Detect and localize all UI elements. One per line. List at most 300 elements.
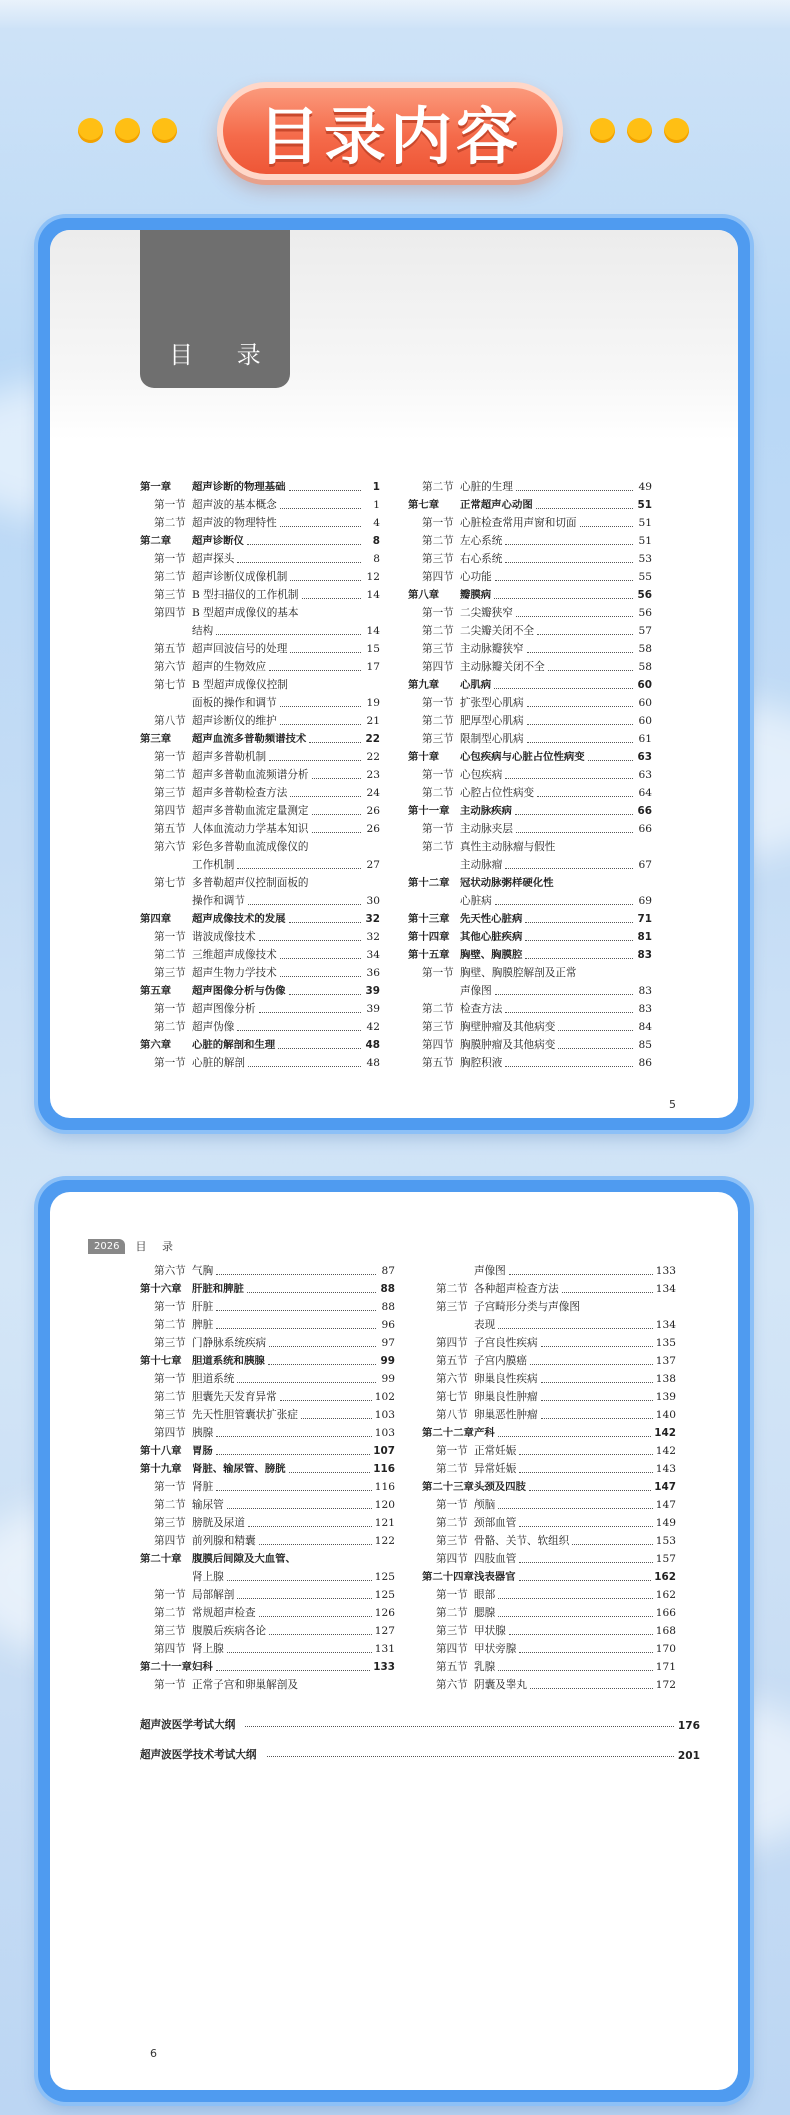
page-ref: 48	[366, 1057, 380, 1069]
page-ref: 64	[638, 787, 652, 799]
toc-section-row	[422, 1550, 676, 1568]
page-ref: 63	[637, 751, 652, 763]
toc-entry	[140, 1388, 277, 1406]
page-ref: 42	[366, 1021, 380, 1033]
leader-dots	[541, 1400, 653, 1401]
page-ref: 137	[655, 1355, 676, 1367]
page-ref: 102	[374, 1391, 395, 1403]
toc-entry-title: 四肢血管	[474, 1553, 517, 1565]
section-number: 第四节	[154, 805, 186, 817]
leader-dots	[558, 1048, 633, 1049]
page-ref: 15	[366, 643, 380, 655]
section-number: 第四节	[154, 607, 186, 619]
page-number: 5	[669, 1098, 676, 1111]
toc-section-row	[140, 496, 380, 514]
toc-section-row	[140, 766, 380, 784]
section-number: 第三节	[422, 643, 454, 655]
toc-entry	[408, 1054, 502, 1072]
toc-entry	[140, 982, 286, 1000]
toc-entry	[408, 532, 502, 550]
page-ref: 116	[373, 1463, 395, 1475]
page-ref: 135	[655, 1337, 676, 1349]
toc-entry	[422, 1370, 538, 1388]
section-number: 第五节	[436, 1661, 468, 1673]
section-number: 第四节	[154, 1535, 186, 1547]
toc-entry	[422, 1550, 516, 1568]
toc-section-row	[140, 1388, 395, 1406]
toc-entry	[140, 1280, 244, 1298]
leader-dots	[259, 1012, 361, 1013]
leader-dots	[498, 1670, 653, 1671]
toc-entry-title: 超声生物力学技术	[192, 967, 277, 979]
toc-entry	[140, 1298, 213, 1316]
toc-entry-title: 先天性心脏病	[460, 913, 523, 925]
page-ref: 57	[638, 625, 652, 637]
page-ref: 134	[655, 1283, 676, 1295]
toc-entry-title: 卵巢良性肿瘤	[474, 1391, 538, 1403]
toc-entry-title: 超声诊断的物理基础	[192, 481, 286, 493]
toc-entry-title: 胰腺	[192, 1427, 214, 1439]
toc-entry-title: 胸壁、胸膜腔解剖及正常	[460, 967, 577, 979]
toc-section-row	[140, 1370, 395, 1388]
section-number: 第四节	[436, 1643, 468, 1655]
section-number: 第二节	[436, 1607, 468, 1619]
toc-entry-title: 心包疾病	[460, 769, 503, 781]
section-number: 第四节	[436, 1337, 468, 1349]
leader-dots	[509, 1634, 653, 1635]
section-number: 第一节	[154, 751, 186, 763]
toc-entry	[140, 1018, 234, 1036]
leader-dots	[519, 1562, 652, 1563]
toc-chapter-row	[408, 802, 652, 820]
leader-dots	[572, 1544, 652, 1545]
toc-chapter-row	[422, 1424, 676, 1442]
leader-dots	[248, 1066, 361, 1067]
page-ref: 120	[374, 1499, 395, 1511]
leader-dots	[289, 922, 361, 923]
section-number: 第五节	[436, 1355, 468, 1367]
toc-entry	[422, 1640, 516, 1658]
toc-entry-title: 主动脉瓣狭窄	[460, 643, 524, 655]
leader-dots	[280, 724, 361, 725]
section-number: 第七节	[154, 679, 186, 691]
toc-chapter-row	[140, 1550, 395, 1568]
toc-section-row	[140, 748, 380, 766]
toc-entry	[140, 802, 309, 820]
toc-entry-title: 左心系统	[460, 535, 503, 547]
toc-entry	[422, 1424, 495, 1442]
toc-section-row	[408, 712, 652, 730]
section-number: 第二节	[154, 1499, 186, 1511]
page-ref: 149	[655, 1517, 676, 1529]
page-ref: 142	[655, 1445, 676, 1457]
toc-chapter-row	[408, 946, 652, 964]
toc-entry	[408, 568, 492, 586]
toc-section-row	[422, 1280, 676, 1298]
section-number: 第一节	[154, 1057, 186, 1069]
chapter-number: 第六章	[140, 1039, 172, 1051]
toc-entry	[422, 1388, 538, 1406]
section-number: 第二节	[436, 1283, 468, 1295]
toc-entry-title: 子宫良性疾病	[474, 1337, 538, 1349]
section-number: 第五节	[422, 1057, 454, 1069]
chapter-number: 第十章	[408, 751, 440, 763]
toc-entry-title: 前列腺和精囊	[192, 1535, 256, 1547]
chapter-number: 第八章	[408, 589, 440, 601]
leader-dots	[537, 796, 633, 797]
section-number: 第三节	[154, 1409, 186, 1421]
section-number: 第二节	[436, 1517, 468, 1529]
section-number: 第一节	[422, 517, 454, 529]
toc-section-row	[140, 1676, 395, 1694]
leader-dots	[541, 1382, 653, 1383]
toc-section-row	[140, 1406, 395, 1424]
toc-entry-title: 气胸	[192, 1265, 214, 1277]
toc-entry-title: 阴囊及睾丸	[474, 1679, 527, 1691]
toc-entry	[408, 748, 585, 766]
leader-dots	[516, 832, 633, 833]
toc-right-column	[408, 478, 652, 1072]
page-ref: 125	[374, 1589, 395, 1601]
toc-entry-title: 心功能	[460, 571, 492, 583]
toc-section-row	[140, 1640, 395, 1658]
page-number: 6	[150, 2047, 157, 2060]
chapter-number: 第十三章	[408, 913, 450, 925]
toc-entry	[140, 910, 286, 928]
toc-entry	[140, 784, 287, 802]
section-number: 第三节	[422, 733, 454, 745]
dot-decor	[78, 118, 103, 143]
toc-entry-title: 超声诊断仪	[192, 535, 244, 547]
toc-section-row	[140, 1604, 395, 1622]
leader-dots	[548, 670, 633, 671]
leader-dots	[530, 1688, 653, 1689]
appendix-label: 超声波医学技术考试大纲	[140, 1749, 257, 1761]
toc-entry-title: 心脏的解剖	[192, 1057, 245, 1069]
leader-dots	[515, 814, 633, 815]
leader-dots	[280, 976, 361, 977]
toc-section-row	[408, 640, 652, 658]
page-title-pill	[217, 82, 563, 180]
section-number: 第一节	[154, 499, 186, 511]
toc-entry	[408, 514, 577, 532]
toc-entry	[140, 1460, 286, 1478]
page-ref: 34	[366, 949, 380, 961]
toc-entry	[140, 1424, 213, 1442]
toc-entry-title: 肝脏	[192, 1301, 214, 1313]
toc-chapter-row	[140, 478, 380, 496]
page-ref: 36	[366, 967, 380, 979]
toc-section-row	[140, 514, 380, 532]
toc-entry	[140, 820, 309, 838]
toc-entry-title: 甲状旁腺	[474, 1643, 517, 1655]
leader-dots	[280, 526, 361, 527]
toc-entry-title: 胸壁肿瘤及其他病变	[460, 1021, 556, 1033]
toc-section-row	[408, 1000, 652, 1018]
toc-entry	[140, 766, 309, 784]
toc-entry	[408, 856, 502, 874]
toc-section-row	[408, 730, 652, 748]
section-number: 第一节	[154, 931, 186, 943]
toc-entry-title: 胸壁、胸膜腔	[460, 949, 523, 961]
leader-dots	[227, 1508, 372, 1509]
chapter-number: 第七章	[408, 499, 440, 511]
leader-dots	[580, 526, 633, 527]
leader-dots	[527, 742, 633, 743]
toc-entry-title: 扩张型心肌病	[460, 697, 524, 709]
toc-entry-title: 胸腔积液	[460, 1057, 503, 1069]
dot-decor	[627, 118, 652, 143]
toc-entry	[422, 1514, 516, 1532]
toc-entry-title: 主动脉夹层	[460, 823, 513, 835]
page-ref: 121	[374, 1517, 395, 1529]
toc-entry-title: 输尿管	[192, 1499, 224, 1511]
section-number: 第六节	[436, 1373, 468, 1385]
section-number: 第一节	[154, 1301, 186, 1313]
toc-entry	[140, 514, 277, 532]
leader-dots	[289, 1472, 371, 1473]
toc-section-row	[140, 946, 380, 964]
page-ref: 99	[381, 1373, 395, 1385]
toc-continuation-row	[422, 1316, 676, 1334]
leader-dots	[269, 1346, 376, 1347]
leader-dots	[312, 814, 361, 815]
leader-dots	[269, 1634, 372, 1635]
toc-entry-title: 异常妊娠	[474, 1463, 517, 1475]
toc-entry	[422, 1622, 506, 1640]
toc-section-row	[408, 1036, 652, 1054]
page-ref: 51	[638, 535, 652, 547]
section-number: 第二节	[422, 841, 454, 853]
page-ref: 85	[638, 1039, 652, 1051]
page-ref: 60	[638, 715, 652, 727]
page-ref: 126	[374, 1607, 395, 1619]
page-ref: 23	[366, 769, 380, 781]
leader-dots	[280, 1400, 372, 1401]
leader-dots	[259, 1544, 372, 1545]
toc-entry-title: 主动脉瓣关闭不全	[460, 661, 545, 673]
section-number: 第二节	[154, 1607, 186, 1619]
leader-dots	[278, 1048, 361, 1049]
toc-section-row	[140, 712, 380, 730]
section-number: 第二节	[154, 517, 186, 529]
page-ref: 127	[374, 1625, 395, 1637]
page-ref: 162	[654, 1571, 676, 1583]
toc-entry	[422, 1568, 516, 1586]
section-number: 第一节	[154, 553, 186, 565]
toc-section-row	[140, 1262, 395, 1280]
leader-dots	[247, 544, 361, 545]
toc-entry	[140, 496, 277, 514]
section-number: 第三节	[154, 787, 186, 799]
toc-continuation-row	[140, 856, 380, 874]
page-ref: 4	[373, 517, 380, 529]
toc-chapter-row	[140, 982, 380, 1000]
toc-entry	[140, 694, 277, 712]
page-ref: 56	[637, 589, 652, 601]
leader-dots	[495, 580, 633, 581]
toc-entry-title: 甲状腺	[474, 1625, 506, 1637]
leader-dots	[519, 1526, 652, 1527]
dot-decor	[590, 118, 615, 143]
toc-entry	[408, 766, 502, 784]
page-ref: 143	[655, 1463, 676, 1475]
page-ref: 51	[638, 517, 652, 529]
toc-entry	[140, 1406, 298, 1424]
page-ref: 97	[381, 1337, 395, 1349]
toc-entry-title: 常规超声检查	[192, 1607, 256, 1619]
page-ref: 71	[637, 913, 652, 925]
section-number: 第二节	[154, 949, 186, 961]
toc-section-row	[140, 568, 380, 586]
toc-section-row	[140, 1622, 395, 1640]
toc-entry-title: 声像图	[460, 985, 492, 997]
toc-entry-title: 脾脏	[192, 1319, 214, 1331]
toc-entry	[408, 730, 524, 748]
toc-entry-title: 正常超声心动图	[460, 499, 533, 511]
toc-section-row	[140, 1054, 380, 1072]
toc-section-row	[422, 1298, 676, 1316]
toc-continuation-row	[408, 982, 652, 1000]
page-ref: 116	[374, 1481, 395, 1493]
leader-dots	[267, 1756, 674, 1757]
toc-section-row	[140, 550, 380, 568]
toc-section-row	[140, 1334, 395, 1352]
page-title: 目录内容	[257, 99, 522, 173]
toc-entry-title: 超声波的基本概念	[192, 499, 277, 511]
leader-dots	[259, 1616, 372, 1617]
page-ref: 19	[366, 697, 380, 709]
page-ref: 60	[637, 679, 652, 691]
toc-entry	[408, 910, 522, 928]
toc-entry	[408, 676, 491, 694]
leader-dots	[227, 1580, 372, 1581]
toc-entry-title: 多普勒超声仪控制面板的	[192, 877, 309, 889]
leader-dots	[280, 958, 361, 959]
toc-chapter-row	[408, 676, 652, 694]
chapter-number: 第一章	[140, 481, 172, 493]
toc-section-row	[140, 820, 380, 838]
page-ref: 131	[374, 1643, 395, 1655]
page-ref: 83	[637, 949, 652, 961]
page-ref: 49	[638, 481, 652, 493]
leader-dots	[259, 940, 361, 941]
toc-entry	[422, 1496, 495, 1514]
toc-entry-title: 超声波的物理特性	[192, 517, 277, 529]
toc-title: 目 录	[169, 341, 279, 369]
toc-entry	[140, 1036, 275, 1054]
page-ref: 48	[365, 1039, 380, 1051]
toc-entry-title: 门静脉系统疾病	[192, 1337, 267, 1349]
left-dots	[78, 118, 177, 143]
leader-dots	[495, 904, 633, 905]
page-ref: 139	[655, 1391, 676, 1403]
toc-entry	[140, 1478, 213, 1496]
chapter-number: 第十九章	[140, 1463, 182, 1475]
dot-decor	[664, 118, 689, 143]
toc-entry	[140, 748, 266, 766]
section-number: 第一节	[436, 1499, 468, 1511]
section-number: 第一节	[154, 1373, 186, 1385]
toc-entry-title: 腹膜后间隙及大血管、	[192, 1553, 296, 1565]
toc-entry-title: 乳腺	[474, 1661, 496, 1673]
toc-entry	[408, 712, 524, 730]
toc-section-row	[140, 1496, 395, 1514]
section-number: 第八节	[154, 715, 186, 727]
leader-dots	[505, 544, 633, 545]
toc-entry	[140, 640, 287, 658]
toc-entry-title: B 型超声成像仪的基本	[192, 607, 299, 619]
toc-entry-title: 肾脏、输尿管、膀胱	[192, 1463, 286, 1475]
toc-entry	[422, 1352, 527, 1370]
page-ref: 140	[655, 1409, 676, 1421]
toc-entry	[408, 478, 513, 496]
toc-entry-title: 先天性胆管囊状扩张症	[192, 1409, 298, 1421]
toc-entry-title: 检查方法	[460, 1003, 503, 1015]
leader-dots	[237, 1598, 371, 1599]
toc-entry	[140, 550, 234, 568]
toc-entry	[408, 1000, 502, 1018]
toc-entry	[140, 1000, 256, 1018]
toc-entry	[140, 892, 245, 910]
page-ref: 22	[365, 733, 380, 745]
section-number: 第二节	[422, 535, 454, 547]
toc-entry	[408, 784, 534, 802]
leader-dots	[509, 1274, 653, 1275]
toc-section-row	[422, 1604, 676, 1622]
section-number: 第六节	[154, 1265, 186, 1277]
toc-entry	[422, 1676, 527, 1694]
toc-entry-title: 超声多普勒检查方法	[192, 787, 288, 799]
toc-chapter-row	[408, 748, 652, 766]
chapter-number: 第十八章	[140, 1445, 182, 1457]
toc-entry	[140, 856, 234, 874]
toc-entry	[422, 1334, 538, 1352]
section-number: 第一节	[436, 1589, 468, 1601]
leader-dots	[505, 1066, 633, 1067]
section-number: 第三节	[436, 1535, 468, 1547]
toc-entry-title: 超声成像技术的发展	[192, 913, 286, 925]
section-number: 第一节	[436, 1445, 468, 1457]
toc-entry	[422, 1532, 569, 1550]
toc-entry	[140, 568, 287, 586]
toc-section-row	[422, 1370, 676, 1388]
page-ref: 166	[655, 1607, 676, 1619]
leader-dots	[516, 490, 633, 491]
leader-dots	[494, 688, 633, 689]
toc-section-row	[422, 1388, 676, 1406]
section-number: 第七节	[154, 877, 186, 889]
toc-continuation-row	[140, 1568, 395, 1586]
toc-entry-title: 骨骼、关节、软组织	[474, 1535, 570, 1547]
section-number: 第四节	[422, 571, 454, 583]
toc-entry-title: 超声探头	[192, 553, 235, 565]
leader-dots	[498, 1508, 653, 1509]
section-number: 第三节	[436, 1625, 468, 1637]
leader-dots	[216, 1328, 376, 1329]
leader-dots	[216, 1310, 376, 1311]
leader-dots	[237, 562, 361, 563]
toc-section-row	[408, 694, 652, 712]
leader-dots	[312, 832, 361, 833]
section-number: 第三节	[422, 1021, 454, 1033]
toc-section-row	[140, 1424, 395, 1442]
leader-dots	[216, 1436, 372, 1437]
leader-dots	[541, 1346, 653, 1347]
toc-entry-title: 心脏病	[460, 895, 492, 907]
page-ref: 55	[638, 571, 652, 583]
toc-continuation-row	[140, 622, 380, 640]
